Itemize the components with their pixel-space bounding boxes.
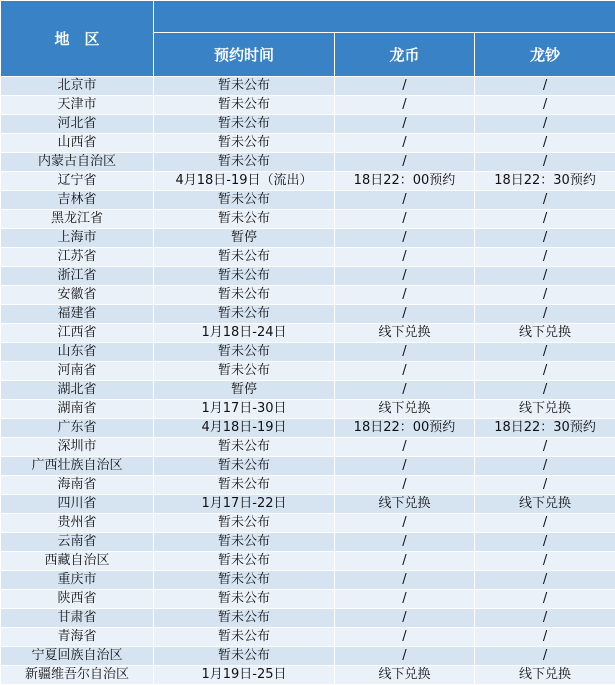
table-row xyxy=(1,210,615,229)
cell-region: 辽宁省 xyxy=(1,172,154,191)
table-row xyxy=(1,457,615,476)
cell-region: 云南省 xyxy=(1,533,154,552)
cell-note: / xyxy=(475,514,615,533)
cell-region: 安徽省 xyxy=(1,286,154,305)
table-row xyxy=(1,96,615,115)
cell-time: 暂未公布 xyxy=(154,590,335,609)
table-row xyxy=(1,191,615,210)
cell-coin: / xyxy=(335,134,475,153)
cell-time: 暂未公布 xyxy=(154,77,335,96)
cell-time: 1月19日-25日 xyxy=(154,666,335,685)
cell-time: 4月18日-19日（流出） xyxy=(154,172,335,191)
cell-region: 河南省 xyxy=(1,362,154,381)
cell-coin: / xyxy=(335,153,475,172)
cell-coin: / xyxy=(335,210,475,229)
table-row xyxy=(1,514,615,533)
cell-note: / xyxy=(475,609,615,628)
table-row xyxy=(1,381,615,400)
cell-region: 吉林省 xyxy=(1,191,154,210)
cell-coin: / xyxy=(335,647,475,666)
cell-time: 暂未公布 xyxy=(154,552,335,571)
header-note: 龙钞 xyxy=(475,33,615,77)
cell-region: 内蒙古自治区 xyxy=(1,153,154,172)
table-row xyxy=(1,628,615,647)
cell-region: 山西省 xyxy=(1,134,154,153)
cell-region: 黑龙江省 xyxy=(1,210,154,229)
cell-coin: / xyxy=(335,267,475,286)
cell-time: 暂未公布 xyxy=(154,248,335,267)
header-row-top xyxy=(1,1,615,33)
table-row xyxy=(1,343,615,362)
header-time: 预约时间 xyxy=(154,33,335,77)
cell-coin: 线下兑换 xyxy=(335,400,475,419)
cell-note: / xyxy=(475,571,615,590)
cell-region: 西藏自治区 xyxy=(1,552,154,571)
cell-region: 贵州省 xyxy=(1,514,154,533)
cell-region: 新疆维吾尔自治区 xyxy=(1,666,154,685)
cell-note: / xyxy=(475,533,615,552)
cell-coin: / xyxy=(335,362,475,381)
cell-note: / xyxy=(475,552,615,571)
cell-coin: / xyxy=(335,609,475,628)
cell-region: 宁夏回族自治区 xyxy=(1,647,154,666)
cell-note: / xyxy=(475,438,615,457)
cell-time: 暂未公布 xyxy=(154,362,335,381)
cell-note: / xyxy=(475,647,615,666)
cell-note: 线下兑换 xyxy=(475,495,615,514)
cell-note: / xyxy=(475,77,615,96)
cell-note: / xyxy=(475,267,615,286)
table-row xyxy=(1,400,615,419)
cell-time: 暂停 xyxy=(154,229,335,248)
cell-note: / xyxy=(475,115,615,134)
cell-region: 江苏省 xyxy=(1,248,154,267)
table-row xyxy=(1,305,615,324)
cell-time: 1月18日-24日 xyxy=(154,324,335,343)
cell-time: 暂未公布 xyxy=(154,647,335,666)
cell-region: 河北省 xyxy=(1,115,154,134)
header-coin: 龙币 xyxy=(335,33,475,77)
cell-region: 山东省 xyxy=(1,343,154,362)
table-row xyxy=(1,438,615,457)
cell-time: 暂停 xyxy=(154,381,335,400)
cell-coin: / xyxy=(335,305,475,324)
cell-note: / xyxy=(475,286,615,305)
cell-note: 线下兑换 xyxy=(475,400,615,419)
cell-note: / xyxy=(475,96,615,115)
table-row xyxy=(1,153,615,172)
cell-coin: 18日22：00预约 xyxy=(335,172,475,191)
cell-coin: 线下兑换 xyxy=(335,495,475,514)
cell-note: / xyxy=(475,191,615,210)
cell-coin: / xyxy=(335,191,475,210)
cell-note: / xyxy=(475,134,615,153)
cell-time: 暂未公布 xyxy=(154,286,335,305)
cell-region: 陕西省 xyxy=(1,590,154,609)
cell-note: / xyxy=(475,628,615,647)
cell-note: / xyxy=(475,476,615,495)
table-row xyxy=(1,172,615,191)
cell-note: 18日22：30预约 xyxy=(475,172,615,191)
cell-region: 浙江省 xyxy=(1,267,154,286)
cell-region: 北京市 xyxy=(1,77,154,96)
cell-region: 湖南省 xyxy=(1,400,154,419)
cell-region: 重庆市 xyxy=(1,571,154,590)
table-row xyxy=(1,533,615,552)
header-top-blank xyxy=(154,1,615,33)
table-body xyxy=(1,77,615,685)
cell-time: 暂未公布 xyxy=(154,210,335,229)
cell-time: 暂未公布 xyxy=(154,457,335,476)
cell-time: 暂未公布 xyxy=(154,153,335,172)
cell-coin: / xyxy=(335,628,475,647)
cell-region: 广西壮族自治区 xyxy=(1,457,154,476)
table-row xyxy=(1,134,615,153)
cell-coin: / xyxy=(335,476,475,495)
table-row xyxy=(1,666,615,685)
cell-coin: / xyxy=(335,457,475,476)
cell-note: / xyxy=(475,305,615,324)
cell-region: 天津市 xyxy=(1,96,154,115)
table-header xyxy=(1,1,615,77)
table-row xyxy=(1,324,615,343)
cell-coin: / xyxy=(335,381,475,400)
table-row xyxy=(1,647,615,666)
cell-time: 暂未公布 xyxy=(154,305,335,324)
cell-note: 线下兑换 xyxy=(475,324,615,343)
cell-region: 海南省 xyxy=(1,476,154,495)
table-row xyxy=(1,419,615,438)
cell-region: 湖北省 xyxy=(1,381,154,400)
table-row xyxy=(1,495,615,514)
table-row xyxy=(1,590,615,609)
cell-time: 暂未公布 xyxy=(154,533,335,552)
table-row xyxy=(1,286,615,305)
cell-time: 暂未公布 xyxy=(154,343,335,362)
cell-coin: / xyxy=(335,590,475,609)
cell-time: 暂未公布 xyxy=(154,96,335,115)
cell-time: 暂未公布 xyxy=(154,514,335,533)
table-row xyxy=(1,248,615,267)
cell-time: 暂未公布 xyxy=(154,134,335,153)
cell-coin: / xyxy=(335,115,475,134)
table-row xyxy=(1,552,615,571)
cell-region: 甘肃省 xyxy=(1,609,154,628)
cell-note: / xyxy=(475,210,615,229)
cell-coin: / xyxy=(335,438,475,457)
cell-coin: / xyxy=(335,552,475,571)
cell-region: 广东省 xyxy=(1,419,154,438)
cell-note: / xyxy=(475,457,615,476)
cell-time: 4月18日-19日 xyxy=(154,419,335,438)
cell-time: 暂未公布 xyxy=(154,115,335,134)
cell-coin: / xyxy=(335,514,475,533)
cell-coin: / xyxy=(335,286,475,305)
table-row xyxy=(1,115,615,134)
cell-time: 暂未公布 xyxy=(154,191,335,210)
cell-time: 暂未公布 xyxy=(154,438,335,457)
cell-note: / xyxy=(475,248,615,267)
cell-region: 上海市 xyxy=(1,229,154,248)
table-row xyxy=(1,476,615,495)
cell-time: 暂未公布 xyxy=(154,476,335,495)
table-row xyxy=(1,609,615,628)
cell-time: 1月17日-22日 xyxy=(154,495,335,514)
cell-note: 线下兑换 xyxy=(475,666,615,685)
cell-time: 暂未公布 xyxy=(154,267,335,286)
table-row xyxy=(1,229,615,248)
cell-note: / xyxy=(475,229,615,248)
header-region: 地 区 xyxy=(1,1,154,77)
cell-time: 暂未公布 xyxy=(154,571,335,590)
cell-note: / xyxy=(475,343,615,362)
cell-coin: 18日22：00预约 xyxy=(335,419,475,438)
cell-time: 暂未公布 xyxy=(154,609,335,628)
cell-region: 青海省 xyxy=(1,628,154,647)
cell-coin: / xyxy=(335,248,475,267)
cell-coin: / xyxy=(335,343,475,362)
cell-note: / xyxy=(475,590,615,609)
table-row xyxy=(1,362,615,381)
cell-note: 18日22：30预约 xyxy=(475,419,615,438)
cell-coin: / xyxy=(335,533,475,552)
cell-time: 1月17日-30日 xyxy=(154,400,335,419)
cell-coin: / xyxy=(335,96,475,115)
cell-time: 暂未公布 xyxy=(154,628,335,647)
table-row xyxy=(1,571,615,590)
cell-coin: / xyxy=(335,229,475,248)
cell-note: / xyxy=(475,362,615,381)
table-row xyxy=(1,267,615,286)
cell-region: 四川省 xyxy=(1,495,154,514)
cell-coin: / xyxy=(335,571,475,590)
cell-region: 江西省 xyxy=(1,324,154,343)
cell-region: 深圳市 xyxy=(1,438,154,457)
cell-note: / xyxy=(475,381,615,400)
cell-note: / xyxy=(475,153,615,172)
table-row xyxy=(1,77,615,96)
cell-region: 福建省 xyxy=(1,305,154,324)
cell-coin: 线下兑换 xyxy=(335,324,475,343)
cell-coin: / xyxy=(335,77,475,96)
cell-coin: 线下兑换 xyxy=(335,666,475,685)
